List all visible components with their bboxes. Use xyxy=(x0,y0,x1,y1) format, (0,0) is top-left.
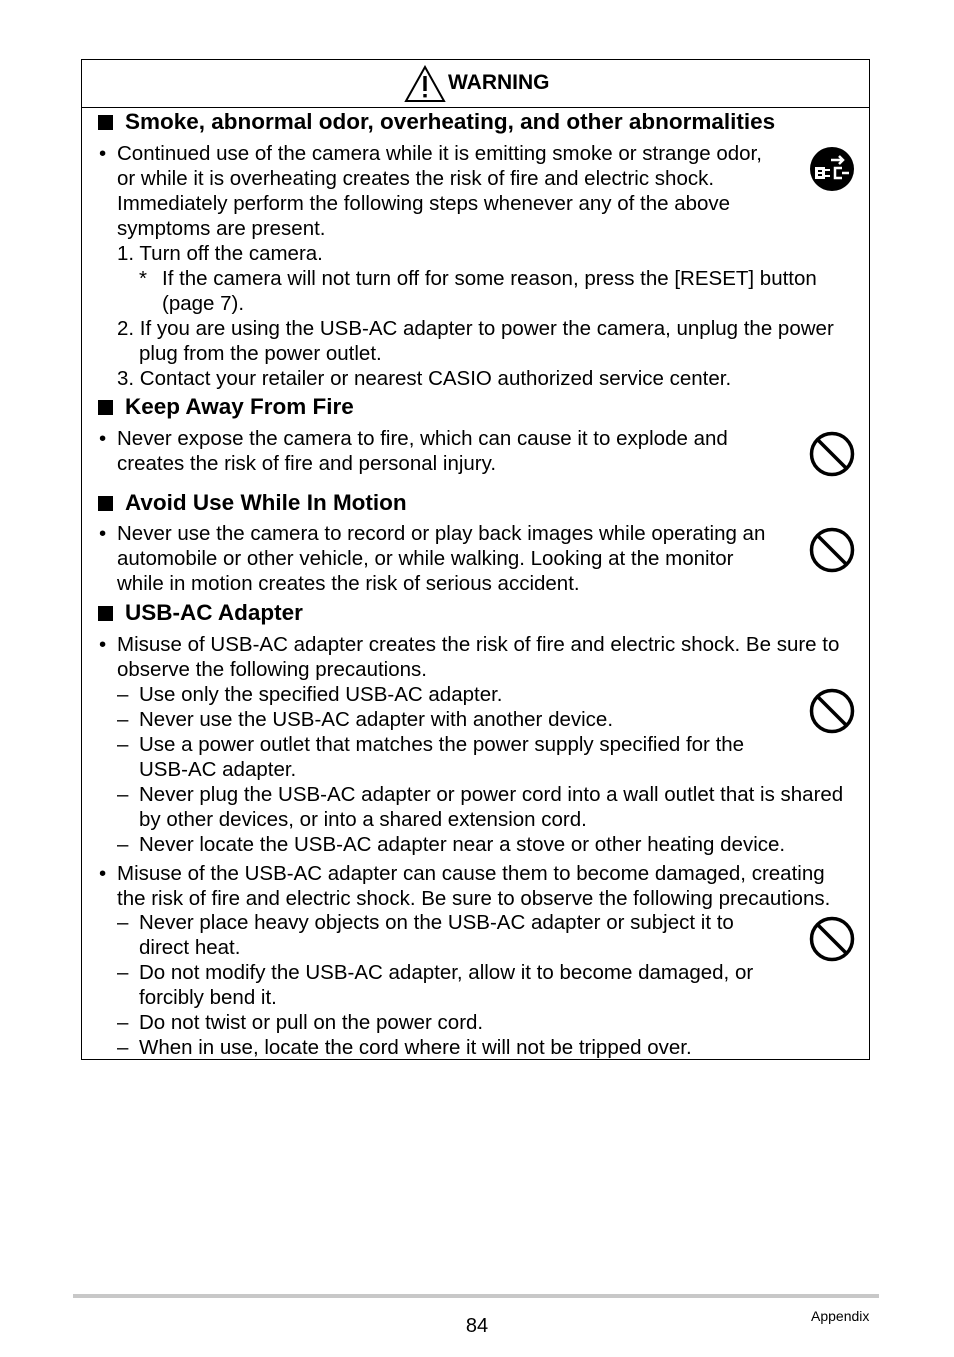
dash-marker: – xyxy=(117,1011,129,1034)
note-line: If the camera will not turn off for some reason, press the [RESET] button xyxy=(162,267,817,290)
list-item-continued: direct heat. xyxy=(139,936,241,959)
text-line: or while it is overheating creates the risk of fire and electric shock. xyxy=(117,167,715,190)
list-item: Never place heavy objects on the USB-AC adapter or subject it to xyxy=(139,911,734,934)
asterisk-marker: * xyxy=(139,267,147,290)
bullet-marker: • xyxy=(99,633,107,656)
text-line: symptoms are present. xyxy=(117,217,326,240)
list-item: Do not twist or pull on the power cord. xyxy=(139,1011,484,1034)
heading-square-marker xyxy=(98,115,113,130)
list-item-continued: USB-AC adapter. xyxy=(139,758,297,781)
text-line: Continued use of the camera while it is emitting smoke or strange odor, xyxy=(117,142,762,165)
list-item: Never locate the USB-AC adapter near a stove or other heating device. xyxy=(139,833,786,856)
text-line: the risk of fire and electric shock. Be sure to observe the following precautions. xyxy=(117,887,831,910)
list-item-continued: by other devices, or into a shared extension cord. xyxy=(139,808,587,831)
dash-marker: – xyxy=(117,911,129,934)
bullet-marker: • xyxy=(99,142,107,165)
unplug-icon xyxy=(809,146,855,192)
heading-square-marker xyxy=(98,606,113,621)
dash-marker: – xyxy=(117,783,129,806)
text-line: Misuse of USB-AC adapter creates the risk of fire and electric shock. Be sure to xyxy=(117,633,840,656)
heading-square-marker xyxy=(98,400,113,415)
section-heading-smoke: Smoke, abnormal odor, overheating, and other abnormalities xyxy=(125,109,776,134)
list-item: Do not modify the USB-AC adapter, allow it to become damaged, or xyxy=(139,961,754,984)
text-line: automobile or other vehicle, or while walking. Looking at the monitor xyxy=(117,547,734,570)
dash-marker: – xyxy=(117,833,129,856)
note-line: (page 7). xyxy=(162,292,245,315)
bullet-marker: • xyxy=(99,522,107,545)
prohibited-icon xyxy=(809,688,855,734)
dash-marker: – xyxy=(117,733,129,756)
bullet-marker: • xyxy=(99,427,107,450)
list-item: Use a power outlet that matches the power supply specified for the xyxy=(139,733,745,756)
list-item: Never plug the USB-AC adapter or power cord into a wall outlet that is shared xyxy=(139,783,844,806)
dash-marker: – xyxy=(117,683,129,706)
text-line: while in motion creates the risk of serious accident. xyxy=(117,572,580,595)
dash-marker: – xyxy=(117,1036,129,1059)
section-heading-fire: Keep Away From Fire xyxy=(125,394,354,419)
warning-label: WARNING xyxy=(448,71,550,94)
warning-header xyxy=(82,60,869,108)
prohibited-icon xyxy=(809,527,855,573)
text-line: observe the following precautions. xyxy=(117,658,427,681)
list-item: When in use, locate the cord where it will not be tripped over. xyxy=(139,1036,692,1059)
list-item: Use only the specified USB-AC adapter. xyxy=(139,683,503,706)
section-heading-adapter: USB-AC Adapter xyxy=(125,600,303,625)
list-item-continued: forcibly bend it. xyxy=(139,986,277,1009)
page-number: 84 xyxy=(465,1315,489,1337)
step-line: 3. Contact your retailer or nearest CASIO authorized service center. xyxy=(117,367,732,390)
footer-rule xyxy=(73,1294,879,1298)
warning-triangle-icon xyxy=(404,65,446,103)
dash-marker: – xyxy=(117,961,129,984)
dash-marker: – xyxy=(117,708,129,731)
prohibited-icon xyxy=(809,916,855,962)
step-line: 2. If you are using the USB-AC adapter to power the camera, unplug the power xyxy=(117,317,834,340)
section-heading-motion: Avoid Use While In Motion xyxy=(125,490,407,515)
step-line: plug from the power outlet. xyxy=(139,342,382,365)
footer-section-name: Appendix xyxy=(811,1308,870,1324)
step-line: 1. Turn off the camera. xyxy=(117,242,323,265)
heading-square-marker xyxy=(98,496,113,511)
bullet-marker: • xyxy=(99,862,107,885)
text-line: Never expose the camera to fire, which can cause it to explode and xyxy=(117,427,728,450)
text-line: creates the risk of fire and personal injury. xyxy=(117,452,497,475)
text-line: Misuse of the USB-AC adapter can cause them to become damaged, creating xyxy=(117,862,825,885)
list-item: Never use the USB-AC adapter with another device. xyxy=(139,708,614,731)
text-line: Never use the camera to record or play back images while operating an xyxy=(117,522,766,545)
prohibited-icon xyxy=(809,431,855,477)
text-line: Immediately perform the following steps whenever any of the above xyxy=(117,192,731,215)
